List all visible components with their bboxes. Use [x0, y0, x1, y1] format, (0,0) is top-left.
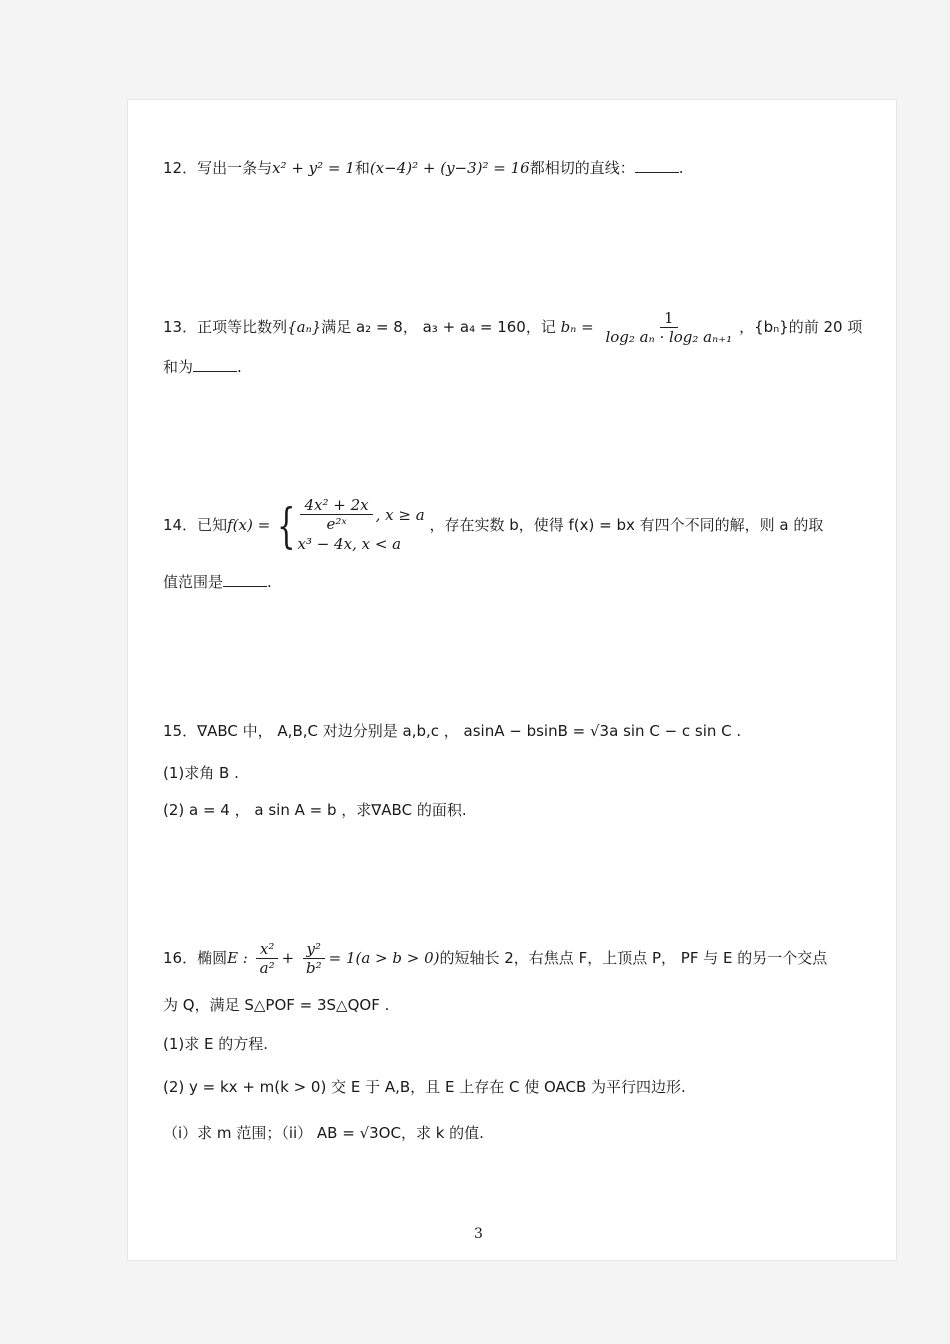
q14-case1-num: 4x² + 2x: [300, 496, 372, 515]
q13-frac-den: log₂ aₙ · log₂ aₙ₊₁: [605, 328, 733, 346]
page-number: 3: [474, 1226, 483, 1242]
q16-line2: 为 Q，满足 S△POF = 3S△QOF .: [163, 996, 390, 1014]
q13-end: .: [237, 358, 242, 376]
q13-seq-b: ，{bₙ}的前 20 项: [739, 318, 863, 336]
q12-prefix: 12．写出一条与: [163, 159, 273, 177]
q15-part-1: (1)求角 B .: [163, 764, 239, 782]
answer-blank[interactable]: [223, 573, 267, 587]
q14-end: .: [267, 573, 272, 591]
q14-piecewise: [275, 496, 425, 555]
q13-prefix: 13．正项等比数列: [163, 318, 288, 336]
q14-case1-den: e²ˣ: [326, 515, 347, 533]
q16-y-den: b²: [305, 959, 322, 977]
q16-part-3: （i）求 m 范围；（ii） AB = √3OC，求 k 的值.: [163, 1124, 484, 1142]
question-14-line2: [163, 571, 272, 593]
answer-blank[interactable]: [193, 358, 237, 372]
q15-part-2: (2) a = 4 ， a sin A = b ，求∇ABC 的面积.: [163, 801, 467, 819]
left-brace-icon: {: [277, 497, 296, 554]
q16-x-num: x²: [256, 940, 278, 959]
question-13-line2: [163, 356, 242, 378]
q16-part-1: (1)求 E 的方程.: [163, 1035, 269, 1053]
answer-blank[interactable]: [635, 159, 679, 173]
q16-y-num: y²: [303, 940, 326, 959]
q14-prefix: 14．已知: [163, 516, 228, 534]
q16-x-fraction: [256, 940, 279, 977]
q12-and: 和: [354, 159, 370, 177]
q14-line2: 值范围是: [163, 573, 224, 591]
q14-case1-cond: , x ≥ a: [375, 505, 425, 524]
q13-fraction: [601, 309, 736, 346]
q16-prefix: 16．椭圆: [163, 949, 228, 967]
q13-frac-num: 1: [660, 309, 678, 328]
q14-suffix: ，存在实数 b，使得 f(x) = bx 有四个不同的解，则 a 的取: [429, 516, 824, 534]
q12-circle-1: x² + y² = 1: [272, 159, 355, 177]
q16-plus: +: [281, 949, 295, 967]
q12-circle-2: (x−4)² + (y−3)² = 16: [369, 159, 530, 177]
q14-case2: x³ − 4x, x < a: [297, 535, 402, 553]
question-14: [163, 496, 823, 555]
q16-part-2: (2) y = kx + m(k > 0) 交 E 于 A,B，且 E 上存在 C 使 OACB 为平行四边形.: [163, 1078, 686, 1096]
question-13: [163, 309, 862, 346]
q12-suffix: 都相切的直线：: [529, 159, 635, 177]
q13-line2: 和为: [163, 358, 194, 376]
question-16: [163, 940, 827, 977]
q13-b-lhs: bₙ =: [560, 318, 594, 336]
q16-y-fraction: [302, 940, 326, 977]
q16-rhs: = 1(a > b > 0): [328, 949, 440, 967]
q16-x-den: a²: [259, 959, 275, 977]
q16-ellipse-label: E :: [227, 949, 248, 967]
q13-condition: 满足 a₂ = 8， a₃ + a₄ = 160，记: [321, 318, 556, 336]
question-15: 15．∇ABC 中， A,B,C 对边分别是 a,b,c ， asinA − bsinB = √3a sin C − c sin C .: [163, 722, 742, 740]
question-12: [163, 157, 684, 179]
q12-end: .: [678, 159, 684, 177]
q14-f-lhs: f(x) =: [227, 516, 271, 534]
q16-suffix: 的短轴长 2，右焦点 F，上顶点 P， PF 与 E 的另一个交点: [439, 949, 828, 967]
q13-seq-a: {aₙ}: [287, 318, 322, 336]
